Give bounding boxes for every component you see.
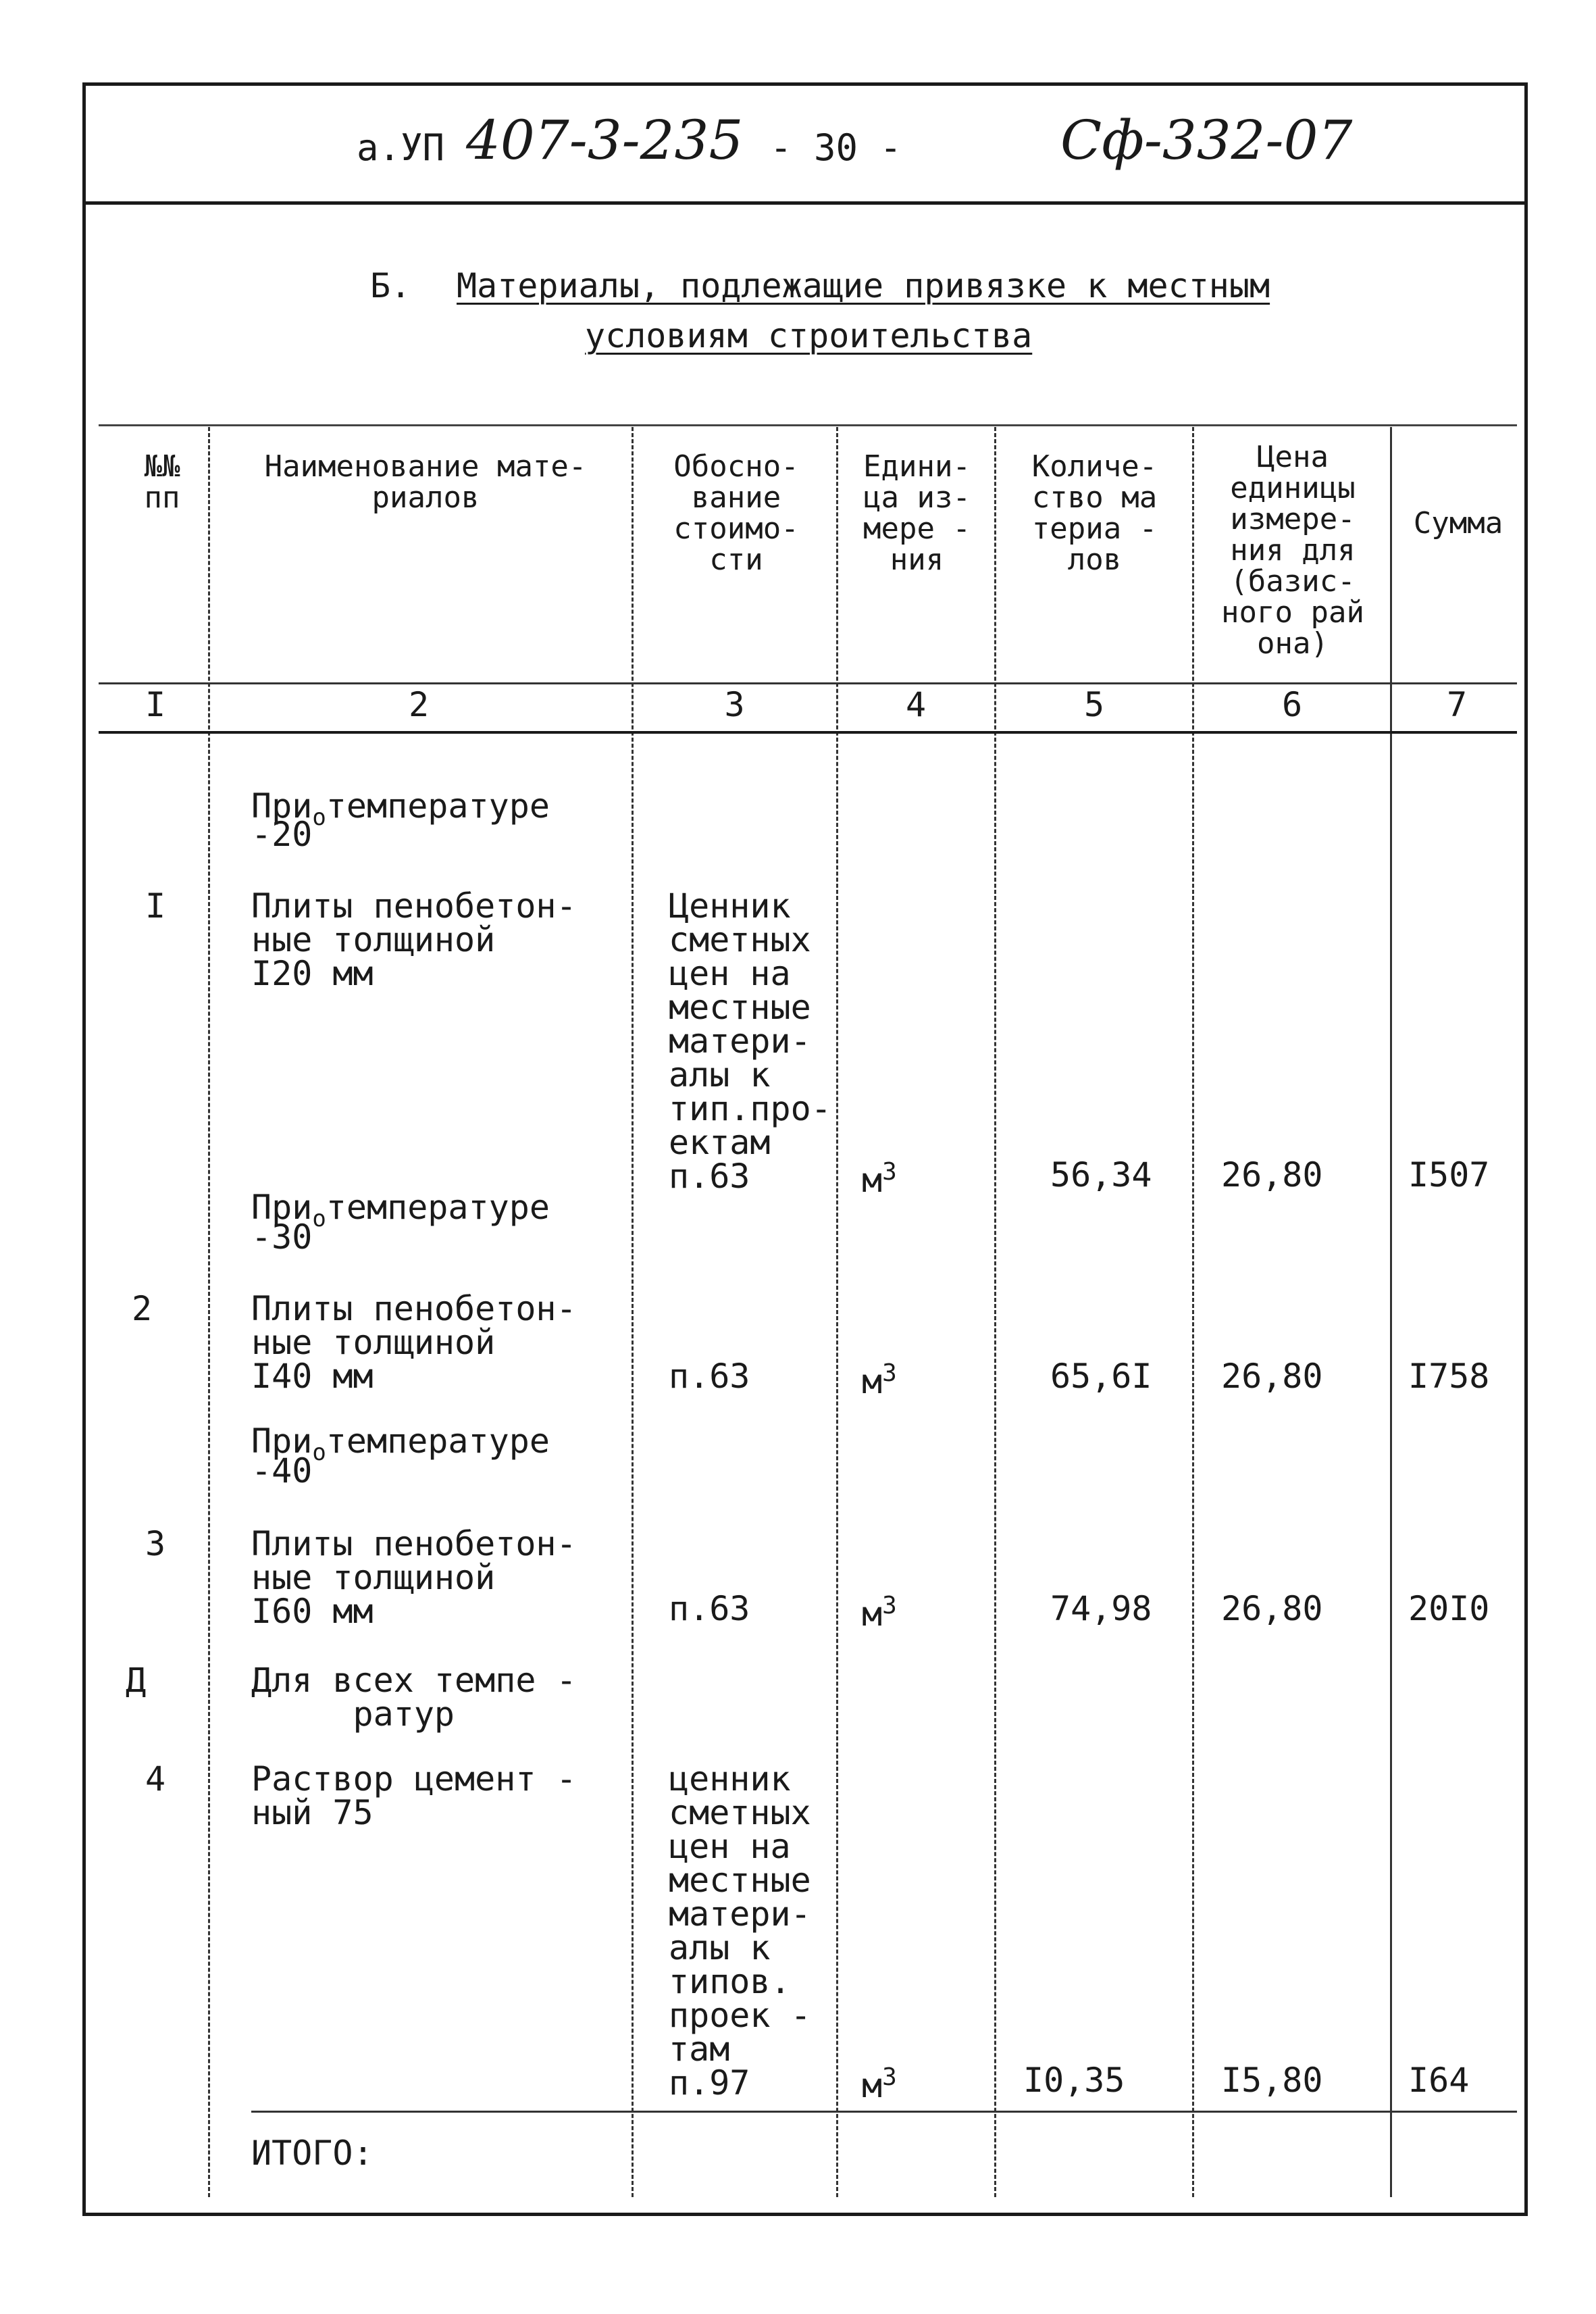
- column-divider: [1390, 427, 1392, 2197]
- table-top-rule: [99, 424, 1517, 426]
- temperature-heading: При$_о$температуре: [251, 786, 550, 831]
- row-number: 2: [131, 1289, 153, 1328]
- material-name: Плиты пенобетон- ные толщиной I20 мм: [251, 886, 577, 993]
- unit-price: I5,80: [1221, 2061, 1323, 2100]
- quantity: 74,98: [1050, 1589, 1152, 1628]
- total-rule: [251, 2111, 1517, 2113]
- section-title-line1: Материалы, подлежащие привязке к местным: [457, 266, 1270, 305]
- temperature-heading: При$_о$температуре: [251, 1188, 550, 1232]
- column-divider: [994, 427, 996, 2197]
- column-number: 7: [1446, 685, 1468, 724]
- column-number: 2: [408, 685, 430, 724]
- group-heading: Для всех темпе - ратур: [251, 1661, 577, 1734]
- row-sum: I758: [1408, 1357, 1490, 1396]
- cost-basis: п.63: [669, 1357, 750, 1396]
- material-name: Плиты пенобетон- ные толщиной I60 мм: [251, 1524, 577, 1631]
- unit: $м^3$: [862, 1359, 897, 1401]
- header-prefix: а.УП: [357, 126, 445, 169]
- column-number: 5: [1083, 685, 1105, 724]
- unit: $м^3$: [862, 2063, 897, 2105]
- row-sum: I64: [1408, 2061, 1470, 2100]
- quantity: I0,35: [1023, 2061, 1125, 2100]
- row-number: 3: [145, 1524, 166, 1563]
- page-number: - 30 -: [770, 126, 902, 169]
- column-header: Обосно- вание стоимо- сти: [673, 449, 799, 577]
- column-number: 3: [724, 685, 745, 724]
- column-numbers-bottom-rule: [99, 731, 1517, 734]
- column-divider: [1192, 427, 1194, 2197]
- cost-basis: ценник сметных цен на местные матери- алы к типов. проек - там п.97: [669, 1759, 811, 2103]
- unit-price: 26,80: [1221, 1155, 1323, 1194]
- material-name: Раствор цемент - ный 75: [251, 1759, 577, 1832]
- section-letter: Б.: [370, 266, 411, 305]
- quantity: 56,34: [1050, 1155, 1152, 1194]
- cost-basis: Ценник сметных цен на местные матери- алы к тип.про- ектам п.63: [669, 886, 831, 1196]
- temperature-value: -30: [251, 1217, 313, 1257]
- unit-price: 26,80: [1221, 1589, 1323, 1628]
- row-sum: I507: [1408, 1155, 1490, 1194]
- column-number: 4: [905, 685, 927, 724]
- column-header: Цена единицы измере- ния для (базис- ного рай она): [1221, 440, 1364, 661]
- total-label: ИТОГО:: [251, 2134, 374, 2173]
- unit: $м^3$: [862, 1592, 897, 1634]
- header-divider: [84, 201, 1526, 205]
- quantity: 65,6I: [1050, 1357, 1152, 1396]
- column-header: №№ пп: [144, 449, 180, 515]
- project-code: 407-3-235: [466, 109, 744, 172]
- unit-price: 26,80: [1221, 1357, 1323, 1396]
- cost-basis: п.63: [669, 1589, 750, 1628]
- unit: $м^3$: [862, 1158, 897, 1200]
- column-header: Наименование мате- риалов: [264, 449, 587, 515]
- sheet-code: Сф-332-07: [1060, 109, 1353, 172]
- temperature-value: -40: [251, 1451, 313, 1490]
- material-name: Плиты пенобетон- ные толщиной I40 мм: [251, 1289, 577, 1396]
- row-number: 4: [145, 1759, 166, 1799]
- row-number: I: [145, 886, 166, 926]
- column-header: Сумма: [1413, 506, 1503, 540]
- group-marker: Д: [126, 1661, 147, 1700]
- column-divider: [632, 427, 634, 2197]
- temperature-value: -20: [251, 815, 313, 854]
- column-header: Количе- ство ма териа - лов: [1031, 449, 1158, 577]
- column-number: 6: [1281, 685, 1303, 724]
- column-number: I: [145, 685, 166, 724]
- row-sum: 20I0: [1408, 1589, 1490, 1628]
- column-numbers-top-rule: [99, 682, 1517, 684]
- column-header: Едини- ца из- мере - ния: [863, 449, 971, 577]
- section-title-line2: условиям строительства: [585, 316, 1033, 355]
- temperature-heading: При$_о$температуре: [251, 1422, 550, 1466]
- column-divider: [836, 427, 838, 2197]
